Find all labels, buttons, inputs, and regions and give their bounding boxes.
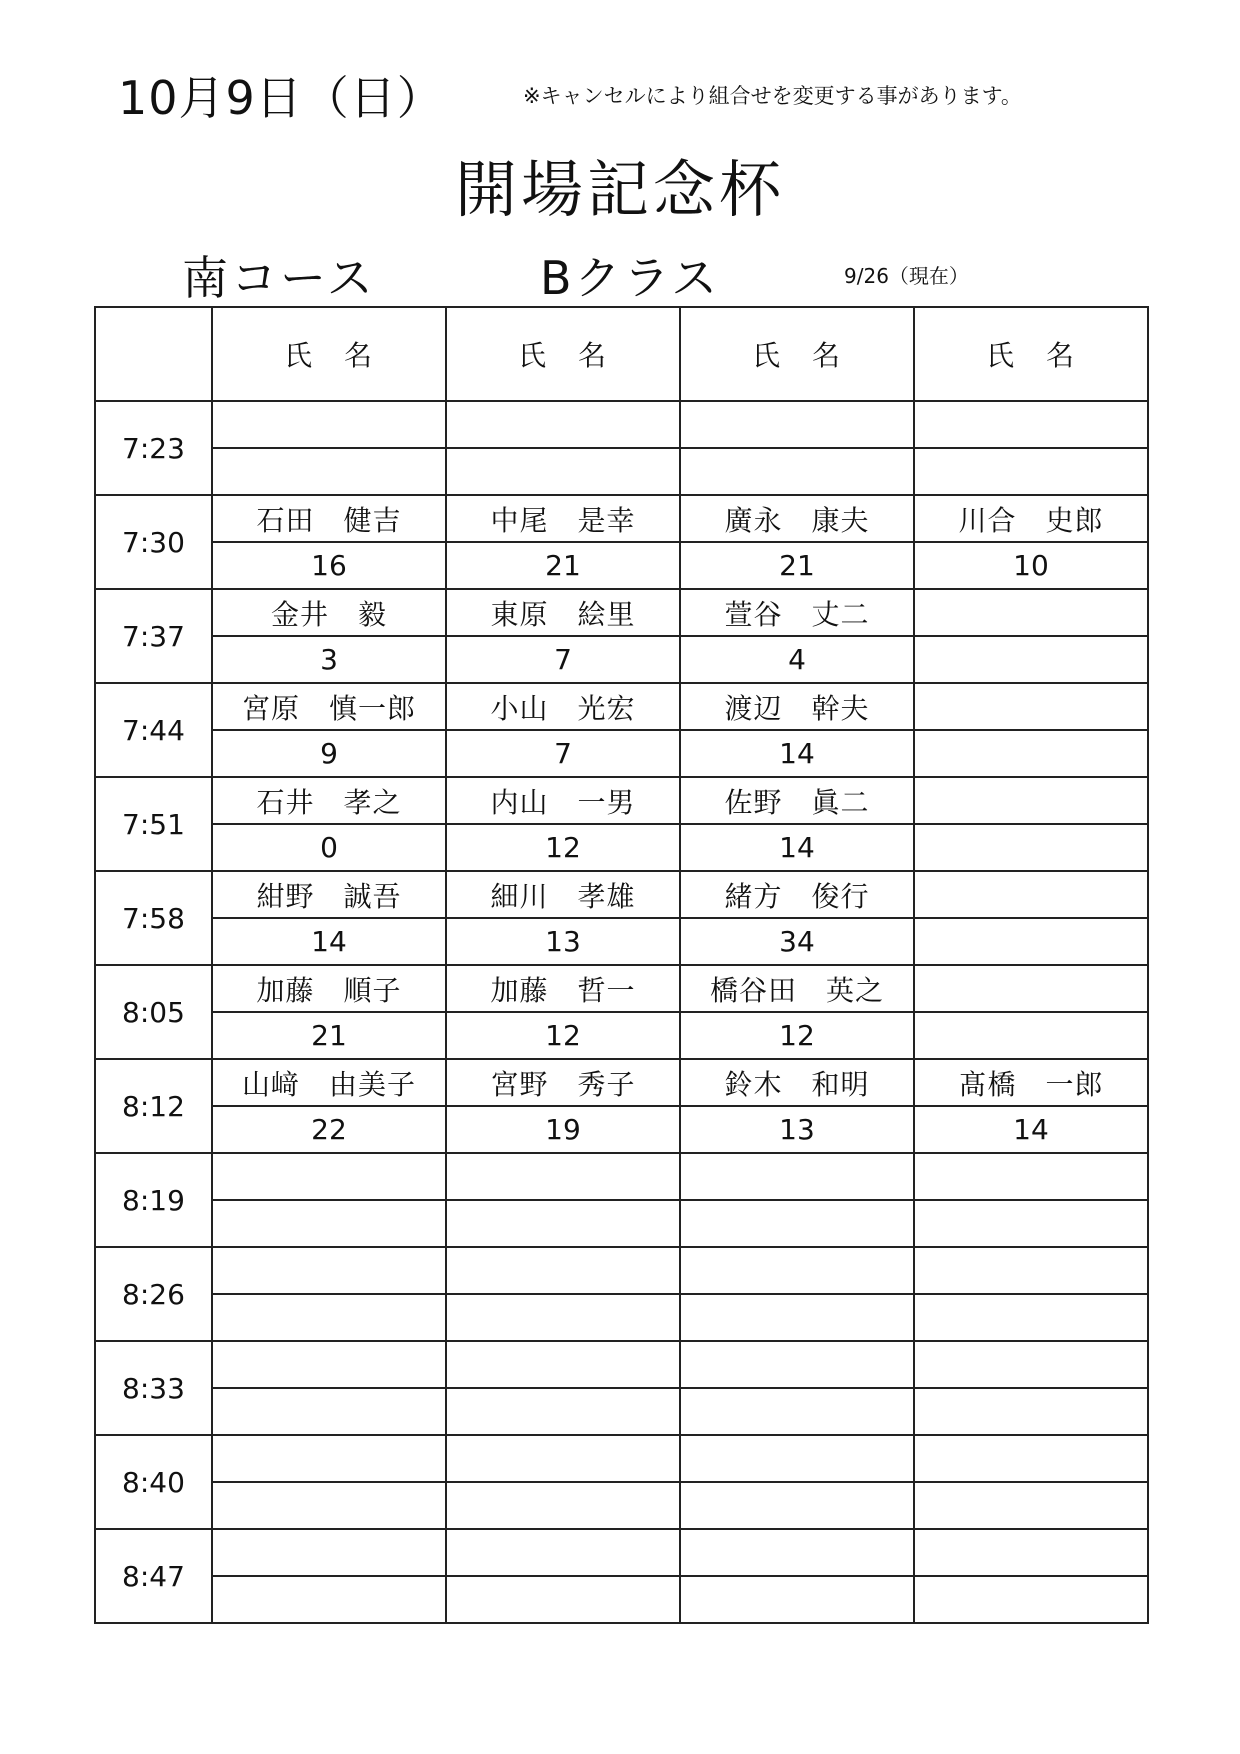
tee-time: 8:12: [95, 1059, 212, 1153]
tee-time: 8:05: [95, 965, 212, 1059]
player-score: [446, 1294, 680, 1341]
player-name: [446, 1341, 680, 1388]
player-score: [680, 1388, 914, 1435]
player-score: [680, 1200, 914, 1247]
player-name: [212, 1153, 446, 1200]
tee-group-name-row: [95, 1435, 1148, 1482]
player-score: [914, 1576, 1148, 1623]
tee-group-name-row: [95, 1153, 1148, 1200]
tee-group-name-row: [95, 589, 1148, 636]
player-name: 石田 健吉: [212, 495, 446, 542]
player-score: 3: [212, 636, 446, 683]
player-score: [446, 1576, 680, 1623]
tee-time: 7:51: [95, 777, 212, 871]
player-name: 宮野 秀子: [446, 1059, 680, 1106]
player-score: [914, 448, 1148, 495]
player-score: 34: [680, 918, 914, 965]
player-name: [680, 1435, 914, 1482]
player-name: [914, 401, 1148, 448]
player-score: 14: [914, 1106, 1148, 1153]
player-name: [446, 1247, 680, 1294]
player-score: [914, 1012, 1148, 1059]
player-score: 13: [446, 918, 680, 965]
player-score: 14: [680, 824, 914, 871]
tee-group-name-row: [95, 1247, 1148, 1294]
player-name: 加藤 哲一: [446, 965, 680, 1012]
player-score: [914, 918, 1148, 965]
player-score: [914, 636, 1148, 683]
cancellation-notice: ※キャンセルにより組合せを変更する事があります。: [523, 84, 1022, 108]
player-name: [914, 871, 1148, 918]
player-name: 渡辺 幹夫: [680, 683, 914, 730]
player-name: [914, 589, 1148, 636]
document-title: 開場記念杯: [454, 153, 785, 226]
tee-group-name-row: [95, 495, 1148, 542]
player-score: [212, 1200, 446, 1247]
player-score: 16: [212, 542, 446, 589]
tee-time: 8:26: [95, 1247, 212, 1341]
player-score: 7: [446, 730, 680, 777]
tee-group-score-row: [95, 1294, 1148, 1341]
tee-time-table: [94, 306, 1149, 1624]
player-name: [680, 1153, 914, 1200]
class-name: Bクラス: [540, 251, 721, 305]
player-name: 紺野 誠吾: [212, 871, 446, 918]
player-score: 21: [680, 542, 914, 589]
player-name: [680, 1341, 914, 1388]
player-name: 橋谷田 英之: [680, 965, 914, 1012]
tee-group-score-row: [95, 824, 1148, 871]
player-score: [914, 1294, 1148, 1341]
player-score: 13: [680, 1106, 914, 1153]
player-score: 22: [212, 1106, 446, 1153]
player-name: [914, 683, 1148, 730]
player-score: [914, 730, 1148, 777]
tee-group-score-row: [95, 1388, 1148, 1435]
tee-time: 8:47: [95, 1529, 212, 1623]
player-score: 7: [446, 636, 680, 683]
player-score: [212, 1388, 446, 1435]
player-name: 東原 絵里: [446, 589, 680, 636]
tee-group-score-row: [95, 1200, 1148, 1247]
name-column-header: 氏 名: [680, 307, 914, 401]
player-score: 21: [446, 542, 680, 589]
name-column-header: 氏 名: [212, 307, 446, 401]
table-header-row: [95, 307, 1148, 401]
player-name: 佐野 眞二: [680, 777, 914, 824]
tee-group-score-row: [95, 918, 1148, 965]
player-score: [914, 1482, 1148, 1529]
player-name: 石井 孝之: [212, 777, 446, 824]
tee-group-score-row: [95, 1012, 1148, 1059]
time-column-header: [95, 307, 212, 401]
tee-time: 7:23: [95, 401, 212, 495]
player-name: [914, 777, 1148, 824]
tee-group-name-row: [95, 1341, 1148, 1388]
player-name: 内山 一男: [446, 777, 680, 824]
player-score: 10: [914, 542, 1148, 589]
player-name: [914, 1341, 1148, 1388]
player-name: 小山 光宏: [446, 683, 680, 730]
player-name: [446, 401, 680, 448]
player-name: 加藤 順子: [212, 965, 446, 1012]
tee-time: 7:58: [95, 871, 212, 965]
as-of-date: 9/26（現在）: [844, 264, 969, 288]
player-name: [680, 401, 914, 448]
player-score: [680, 448, 914, 495]
player-name: [446, 1153, 680, 1200]
tee-time: 8:40: [95, 1435, 212, 1529]
player-name: 緒方 俊行: [680, 871, 914, 918]
player-name: 廣永 康夫: [680, 495, 914, 542]
player-name: 宮原 慎一郎: [212, 683, 446, 730]
player-score: 12: [446, 1012, 680, 1059]
player-score: 19: [446, 1106, 680, 1153]
player-name: 細川 孝雄: [446, 871, 680, 918]
player-name: [914, 965, 1148, 1012]
player-score: [212, 1294, 446, 1341]
player-score: [680, 1482, 914, 1529]
player-name: [680, 1247, 914, 1294]
player-score: [212, 1576, 446, 1623]
tee-group-name-row: [95, 1059, 1148, 1106]
tee-group-score-row: [95, 1482, 1148, 1529]
player-name: [914, 1247, 1148, 1294]
player-score: 12: [680, 1012, 914, 1059]
tee-time: 7:44: [95, 683, 212, 777]
player-score: 0: [212, 824, 446, 871]
player-name: 金井 毅: [212, 589, 446, 636]
player-score: [446, 1482, 680, 1529]
player-score: [914, 1200, 1148, 1247]
player-score: 4: [680, 636, 914, 683]
player-score: [680, 1576, 914, 1623]
player-name: 山﨑 由美子: [212, 1059, 446, 1106]
player-score: [914, 1388, 1148, 1435]
course-name: 南コース: [182, 251, 376, 305]
player-score: [212, 448, 446, 495]
player-score: 14: [212, 918, 446, 965]
player-name: [212, 1247, 446, 1294]
player-name: 川合 史郎: [914, 495, 1148, 542]
player-score: 21: [212, 1012, 446, 1059]
player-name: [680, 1529, 914, 1576]
event-date: 10月9日（日）: [118, 71, 444, 125]
player-score: [446, 1388, 680, 1435]
tee-time: 7:37: [95, 589, 212, 683]
player-name: [914, 1529, 1148, 1576]
tee-time: 7:30: [95, 495, 212, 589]
tee-group-score-row: [95, 636, 1148, 683]
player-name: [212, 1529, 446, 1576]
player-score: 14: [680, 730, 914, 777]
player-name: [446, 1529, 680, 1576]
player-score: [680, 1294, 914, 1341]
player-name: 鈴木 和明: [680, 1059, 914, 1106]
player-name: [914, 1153, 1148, 1200]
name-column-header: 氏 名: [914, 307, 1148, 401]
player-score: [914, 824, 1148, 871]
tee-group-score-row: [95, 730, 1148, 777]
player-score: [212, 1482, 446, 1529]
player-name: 髙橋 一郎: [914, 1059, 1148, 1106]
player-score: [446, 448, 680, 495]
player-name: [212, 1341, 446, 1388]
player-name: [446, 1435, 680, 1482]
player-score: 9: [212, 730, 446, 777]
tee-group-score-row: [95, 448, 1148, 495]
tee-group-name-row: [95, 965, 1148, 1012]
tee-group-name-row: [95, 871, 1148, 918]
tee-group-score-row: [95, 542, 1148, 589]
tee-group-name-row: [95, 777, 1148, 824]
player-name: 中尾 是幸: [446, 495, 680, 542]
tee-group-score-row: [95, 1106, 1148, 1153]
player-name: 萱谷 丈二: [680, 589, 914, 636]
player-name: [212, 1435, 446, 1482]
tee-group-name-row: [95, 683, 1148, 730]
tee-time: 8:19: [95, 1153, 212, 1247]
player-score: [446, 1200, 680, 1247]
tee-group-score-row: [95, 1576, 1148, 1623]
tee-group-name-row: [95, 1529, 1148, 1576]
name-column-header: 氏 名: [446, 307, 680, 401]
player-name: [914, 1435, 1148, 1482]
tee-time: 8:33: [95, 1341, 212, 1435]
player-score: 12: [446, 824, 680, 871]
tee-group-name-row: [95, 401, 1148, 448]
player-name: [212, 401, 446, 448]
